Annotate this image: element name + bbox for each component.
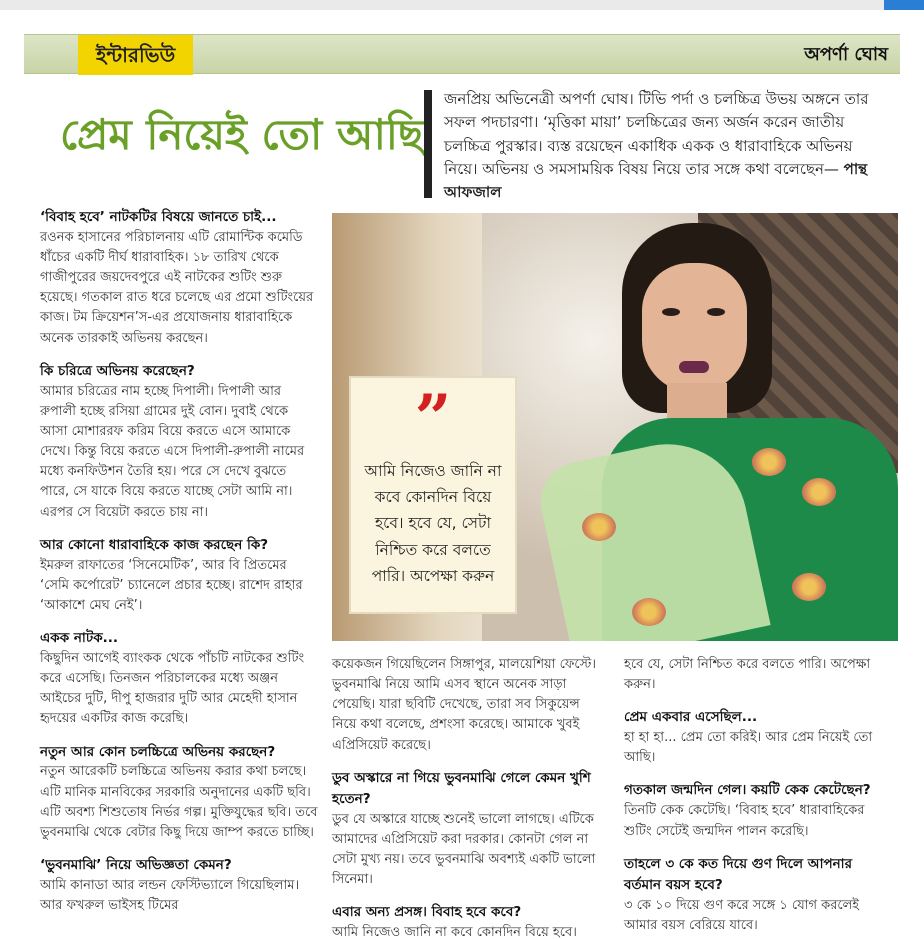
answer: হা হা হা... প্রেম তো করিই। আর প্রেম নিয়েই তো আছি। <box>624 730 873 766</box>
answer: ৩ কে ১০ দিয়ে গুণ করে সঙ্গে ১ যোগ করলেই আমার বয়স বেরিয়ে যাবে। <box>624 897 860 933</box>
photo-face <box>642 263 747 393</box>
section-header-bar <box>24 34 900 74</box>
column-left <box>40 207 318 916</box>
section-tag: ইন্টারভিউ <box>78 35 193 75</box>
pull-quote-text: আমি নিজেও জানি না কবে কোনদিন বিয়ে হবে। হবে যে, সেটা নিশ্চিত করে বলতে পারি। অপেক্ষা করুন <box>364 461 502 585</box>
question: নতুন আর কোন চলচ্চিত্রে অভিনয় করছেন? <box>40 743 276 760</box>
headline: প্রেম নিয়েই তো আছি <box>60 110 424 159</box>
intro-byline: পান্থ আফজাল <box>444 159 868 201</box>
question: আর কোনো ধারাবাহিকে কাজ করছেন কি? <box>40 536 269 553</box>
photo-embroidery <box>752 448 786 476</box>
question: ‘ভুবনমাঝি’ নিয়ে অভিজ্ঞতা কেমন? <box>40 856 232 873</box>
question: প্রেম একবার এসেছিল... <box>624 709 758 726</box>
answer: কিছুদিন আগেই ব্যাংকক থেকে পাঁচটি নাটকের শুটিং করে এসেছি। তিনজন পরিচালকের মধ্যে অঞ্জন আইচের দুটি, দীপু হাজরার দুটি আর মেহেদী হাসান হৃদয়ের একটির কাজ করেছি। <box>40 650 305 727</box>
answer: ডুব যে অস্কারে যাচ্ছে শুনেই ভালো লাগছে। এটিকে আমাদের এপ্রিসিয়েট করা দরকার। কোনটা গেল না সেটা মুখ্য নয়। তবে ভুবনমাঝি অবশ্যই একটি ভালো সিনেমা। <box>332 811 596 887</box>
answer: আমার চরিত্রের নাম হচ্ছে দিপালী। দিপালী আর রুপালী হচ্ছে রসিয়া গ্রামের দুই বোন। দুবাই থেকে আসা মোশাররফ করিম বিয়ে করতে এসে আমাকে দেখে। কিন্তু বিয়ে করতে এসে দিপালী-রুপালী নামের মধ্যে কনফিউশন তৈরি হয়। পরে সে দেখে বুঝতে পারে, সে যাকে বিয়ে করতে যাচ্ছে সেটা আমি না। এরপর সে বিয়েটা করতে চায় না। <box>40 383 305 520</box>
photo-embroidery <box>632 598 666 626</box>
photo-eye-left <box>662 308 680 316</box>
answer: কয়েকজন গিয়েছিলেন সিঙ্গাপুর, মালয়েশিয়া ফেস্টে। ভুবনমাঝি নিয়ে আমি এসব স্থানে অনেক সাড়া পেয়েছি। যারা ছবিটি দেখেছে, তারা সব সিকুয়েন্স নিয়ে কথা বলেছে, প্রশংসা করেছে। আমাকে খুবই এপ্রিসিয়েট করেছে। <box>332 657 597 753</box>
question: গতকাল জন্মদিন গেল। কয়টি কেক কেটেছেন? <box>624 782 871 799</box>
question: ‘বিবাহ হবে’ নাটকটির বিষয়ে জানতে চাই... <box>40 209 277 225</box>
photo-embroidery <box>582 513 616 541</box>
answer: হবে যে, সেটা নিশ্চিত করে বলতে পারি। অপেক্ষা করুন। <box>624 657 871 693</box>
pull-quote <box>349 376 517 614</box>
photo-lips <box>679 361 709 373</box>
column-right <box>624 655 886 936</box>
answer: আমি নিজেও জানি না কবে কোনদিন বিয়ে হবে। <box>332 925 577 939</box>
question: একক নাটক... <box>40 630 119 647</box>
answer: ইমরুল রাফাতের ‘সিনেমেটিক’, আর বি প্রিতমের ‘সেমি কর্পোরেট’ চ্যানেলে প্রচার হচ্ছে। রাশেদ রাহার ‘আকাশে মেঘ নেই’। <box>40 557 303 613</box>
top-strip <box>0 0 924 10</box>
question: ডুব অস্কারে না গিয়ে ভুবনমাঝি গেলে কেমন খুশি হতেন? <box>332 769 591 807</box>
question: কি চরিত্রে অভিনয় করেছেন? <box>40 362 195 379</box>
question: এবার অন্য প্রসঙ্গ। বিবাহ হবে কবে? <box>332 904 522 921</box>
photo-embroidery <box>792 573 826 601</box>
column-middle <box>332 655 600 939</box>
author-name: অপর্ণা ঘোষ <box>804 44 888 65</box>
answer: আমি কানাডা আর লন্ডন ফেস্টিভ্যালে গিয়েছিলাম। আর ফখরুল ভাইসহ টিমের <box>40 877 300 914</box>
intro-rule <box>424 90 432 198</box>
intro-body: জনপ্রিয় অভিনেত্রী অপর্ণা ঘোষ। টিভি পর্দা ও চলচ্চিত্র উভয় অঙ্গনে তার সফল পদচারণা। ‘মৃত্তিকা মায়া’ চলচ্চিত্রের জন্য অর্জন করেন জাতীয় চলচ্চিত্র পুরস্কার। ব্যস্ত রয়েছেন একাধিক একক ও ধারাবাহিকে অভিনয় নিয়ে। অভিনয় ও সমসাময়িক বিষয় নিয়ে তার সঙ্গে কথা বলেছেন— <box>444 90 869 178</box>
photo-embroidery <box>802 478 836 506</box>
question: তাহলে ৩ কে কত দিয়ে গুণ দিলে আপনার বর্তমান বয়স হবে? <box>624 855 853 893</box>
intro-text <box>444 88 884 204</box>
quote-mark-icon: ” <box>414 381 452 456</box>
answer: তিনটি কেক কেটেছি। ‘বিবাহ হবে’ ধারাবাহিকের শুটিং সেটেই জন্মদিন পালন করেছি। <box>624 803 865 839</box>
answer: নতুন আরেকটি চলচ্চিত্রে অভিনয় করার কথা চলছে। এটি মানিক মানবিকের সরকারি অনুদানের একটি ছবি। এটি অবশ্য শিশুতোষ নির্ভর গল্প। মুক্তিযুদ্ধের ছবি। তবে ভুবনমাঝি থেকে বেটার কিছু দিয়ে জাম্প করতে চাচ্ছি। <box>40 764 318 840</box>
photo-eye-right <box>707 308 725 316</box>
answer: রওনক হাসানের পরিচালনায় এটি রোমান্টিক কমেডি ধাঁচের একটি দীর্ঘ ধারাবাহিক। ১৮ তারিখ থেকে গাজীপুরের জয়দেবপুরে এই নাটকের শুটিং শুরু হয়েছে। গতকাল রাত ধরে চলেছে এর প্রমো শুটিংয়ের কাজ। টম ক্রিয়েশন’স-এর প্রযোজনায় ধারাবাহিকে অনেক তারকাই অভিনয় করছেন। <box>40 229 314 346</box>
